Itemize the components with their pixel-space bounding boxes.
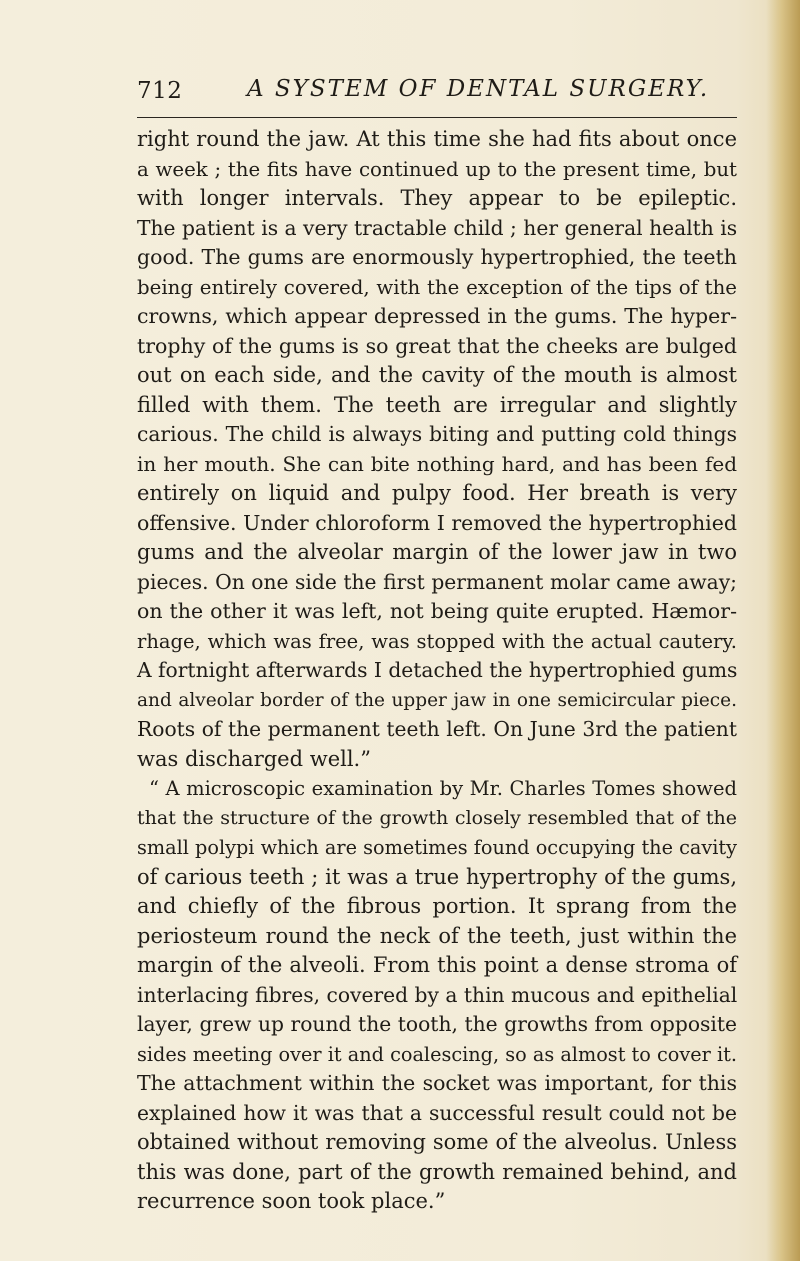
text-line: The attachment within the socket was important, for this (137, 1071, 737, 1095)
text-line: of carious teeth ; it was a true hypertrophy of the gums, (137, 864, 737, 889)
text-line: explained how it was that a successful result could not be (137, 1100, 737, 1125)
text-line: rhage, which was free, was stopped with the actual cautery. (137, 629, 737, 653)
text-line: on the other it was left, not being quite erupted. Hæmor- (137, 599, 737, 623)
text-line: The patient is a very tractable child ; her general health is (137, 215, 738, 240)
text-line: gums and the alveolar margin of the lower jaw in two (137, 540, 737, 564)
text-line: interlacing fibres, covered by a thin mucous and epithelial (137, 982, 738, 1007)
text-line: was discharged well.” (137, 746, 371, 771)
text-line: obtained without removing some of the alveolus. Unless (137, 1130, 737, 1154)
page-edge-shading (766, 0, 800, 1261)
text-line: right round the jaw. At this time she had fits about once (137, 127, 737, 151)
text-line: pieces. On one side the first permanent molar came away; (137, 569, 737, 594)
text-line: that the structure of the growth closely resembled that of the (137, 806, 737, 829)
text-line: recurrence soon took place.” (137, 1189, 446, 1213)
page-number: 712 (137, 78, 183, 104)
text-line: filled with them. The teeth are irregular and slightly (137, 392, 737, 417)
text-line: being entirely covered, with the exception of the tips of the (137, 275, 737, 299)
text-line: and alveolar border of the upper jaw in one semicircular piece. (137, 689, 737, 711)
text-line: A fortnight afterwards I detached the hypertrophied gums (137, 658, 738, 682)
header-rule (137, 117, 737, 118)
text-line: in her mouth. She can bite nothing hard, and has been fed (137, 451, 737, 476)
text-line: margin of the alveoli. From this point a dense stroma of (137, 953, 737, 977)
page-header (137, 70, 737, 110)
text-line: a week ; the fits have continued up to the present time, but (137, 157, 737, 181)
text-line: Roots of the permanent teeth left. On June 3rd the patient (137, 717, 737, 741)
text-line: entirely on liquid and pulpy food. Her breath is very (137, 481, 737, 505)
text-line: trophy of the gums is so great that the cheeks are bulged (137, 333, 737, 358)
text-line: with longer intervals. They appear to be epileptic. (137, 186, 737, 210)
body-text (137, 125, 737, 1217)
text-line: offensive. Under chloroform I removed the hypertrophied (137, 510, 737, 535)
text-line: sides meeting over it and coalescing, so as almost to cover it. (137, 1042, 737, 1066)
text-line: small polypi which are sometimes found occupying the cavity (137, 836, 737, 859)
text-line: layer, grew up round the tooth, the growths from opposite (137, 1012, 737, 1036)
text-line: crowns, which appear depressed in the gums. The hyper- (137, 304, 737, 328)
text-line: good. The gums are enormously hypertrophied, the teeth (137, 245, 737, 269)
running-title: A SYSTEM OF DENTAL SURGERY. (247, 76, 710, 102)
text-line: periosteum round the neck of the teeth, just within the (137, 923, 737, 948)
text-line: out on each side, and the cavity of the mouth is almost (137, 363, 737, 387)
text-line: carious. The child is always biting and putting cold things (137, 422, 737, 446)
text-line: this was done, part of the growth remained behind, and (137, 1159, 737, 1184)
text-line: and chiefly of the fibrous portion. It sprang from the (137, 894, 737, 918)
text-line: “ A microscopic examination by Mr. Charles Tomes showed (149, 777, 737, 800)
